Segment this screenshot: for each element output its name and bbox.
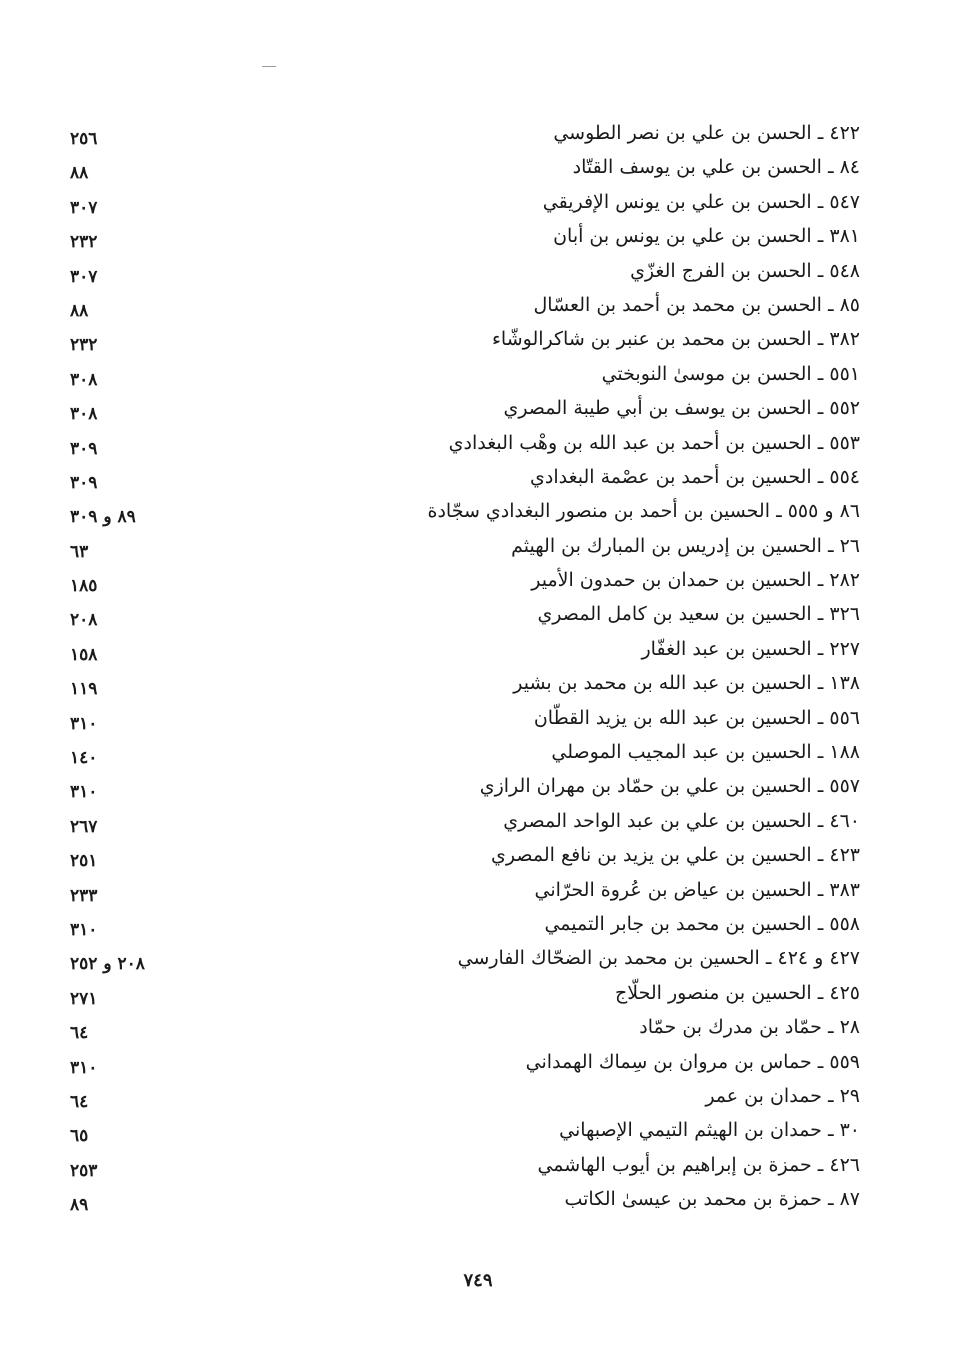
entry-number: ٢٨ — [839, 1016, 860, 1039]
entry-name: الحسين بن أحمد بن عبد الله بن وهْب البغدادي — [448, 431, 812, 454]
index-entry — [70, 118, 860, 152]
entry-name: الحسين بن عبد المجيب الموصلي — [551, 741, 812, 764]
entry-page-number: ١٤٠ — [70, 748, 98, 769]
entry-separator: ـ — [817, 775, 824, 798]
entry-page-ref — [70, 1018, 210, 1048]
entry-page-number: ١٨٥ — [70, 576, 98, 597]
index-entry — [70, 324, 860, 358]
entry-text — [543, 187, 860, 217]
entry-number: ٤٢٢ — [829, 122, 860, 144]
entry-page-ref — [70, 193, 210, 223]
entry-number: ٥٥٢ — [829, 397, 860, 420]
entry-page-ref — [70, 915, 210, 945]
entry-number: ٨٤ — [839, 156, 860, 179]
entry-page-number: ٨٨ — [70, 300, 89, 321]
entry-separator: ـ — [817, 465, 824, 488]
index-entry — [70, 1081, 860, 1115]
entry-text — [480, 771, 860, 801]
entry-page-number: ٣١٠ — [70, 1057, 98, 1078]
index-entry — [70, 909, 860, 943]
entry-page-ref — [70, 640, 210, 670]
entry-name: الحسن بن علي بن يوسف القتّاد — [572, 156, 822, 179]
entry-page-number: ٢٥٣ — [70, 1160, 98, 1181]
entry-page-ref — [70, 984, 210, 1014]
entry-page-number: ٢٣٢ — [70, 335, 98, 356]
entry-page-ref — [70, 502, 210, 532]
entry-text — [537, 599, 860, 629]
entry-page-ref — [70, 434, 210, 464]
index-entry — [70, 875, 860, 909]
entry-page-number: ٣٠٩ — [70, 438, 98, 459]
entry-separator: ـ — [817, 431, 824, 454]
entry-number: ١٨٨ — [829, 741, 860, 764]
entry-page-number: ٣٠٧ — [70, 197, 98, 218]
entry-page-ref — [70, 1087, 210, 1117]
entry-name: الحسين بن أحمد بن منصور البغدادي سجّادة — [427, 500, 771, 523]
entry-page-ref — [70, 949, 210, 979]
entry-text — [553, 118, 860, 148]
index-entry — [70, 1047, 860, 1081]
entry-page-number: ٦٥ — [70, 1126, 89, 1147]
entry-separator: ـ — [817, 397, 824, 420]
entry-text — [534, 703, 860, 733]
entry-text — [551, 737, 860, 767]
entry-separator: ـ — [827, 293, 834, 316]
entry-separator: ـ — [817, 259, 824, 282]
entry-number: ٤٢٣ — [829, 844, 860, 867]
entry-separator: ـ — [817, 844, 824, 867]
entry-name: الحسن بن محمد بن أحمد بن العسّال — [533, 293, 822, 316]
entry-number: ٥٥١ — [829, 362, 860, 385]
entry-page-number: ٣١٠ — [70, 919, 98, 940]
index-entry — [70, 290, 860, 324]
entry-name: الحسين بن إدريس بن المبارك بن الهيثم — [511, 534, 822, 557]
index-entry — [70, 462, 860, 496]
entry-separator: ـ — [817, 741, 824, 764]
entry-text — [564, 1184, 860, 1214]
entry-number: ٢٨٢ — [829, 569, 860, 592]
entry-separator: ـ — [817, 637, 824, 660]
entry-number: ٤٢٦ — [829, 1153, 860, 1176]
entry-text — [492, 324, 860, 354]
entry-text — [530, 462, 860, 492]
entry-page-number: ٢٧١ — [70, 988, 98, 1009]
entry-number: ٥٥٧ — [829, 775, 860, 798]
entry-separator: ـ — [817, 328, 824, 351]
entry-text — [427, 496, 860, 526]
entry-text — [531, 565, 860, 595]
entry-page-ref — [70, 399, 210, 429]
entry-number: ٣٨٢ — [829, 328, 860, 351]
entry-page-ref — [70, 330, 210, 360]
entry-page-ref — [70, 674, 210, 704]
index-entry — [70, 496, 860, 530]
entry-number: ٣٢٦ — [829, 603, 860, 626]
index-entry — [70, 1012, 860, 1046]
index-list — [70, 118, 860, 1219]
entry-name: الحسين بن حمدان بن حمدون الأمير — [531, 569, 812, 592]
entry-name: الحسن بن علي بن نصر الطوسي — [553, 122, 812, 144]
entry-page-number: ٣١٠ — [70, 782, 98, 803]
entry-text — [503, 393, 860, 423]
index-entry — [70, 565, 860, 599]
entry-page-number: ٦٤ — [70, 1091, 89, 1112]
entry-separator: ـ — [827, 534, 834, 557]
index-entry — [70, 703, 860, 737]
entry-name: الحسن بن علي بن يونس الإفريقي — [542, 190, 812, 213]
index-entry — [70, 187, 860, 221]
entry-text — [559, 1115, 860, 1145]
index-entry — [70, 221, 860, 255]
entry-page-ref — [70, 777, 210, 807]
entry-separator: ـ — [817, 672, 824, 695]
entry-name: حمدان بن الهيثم التيمي الإصبهاني — [559, 1119, 822, 1142]
entry-text — [503, 806, 860, 836]
entry-separator: ـ — [817, 569, 824, 592]
entry-page-ref — [70, 124, 210, 154]
entry-page-number: ٨٨ — [70, 163, 89, 184]
entry-text — [458, 943, 860, 973]
entry-page-number: ٨٩ — [70, 1195, 89, 1216]
entry-page-ref — [70, 296, 210, 326]
entry-text — [642, 634, 861, 664]
entry-separator: ـ — [776, 500, 782, 523]
entry-name: حمّاد بن مدرك بن حمّاد — [639, 1016, 822, 1039]
entry-separator: ـ — [827, 1188, 834, 1211]
entry-page-ref — [70, 468, 210, 498]
index-entry — [70, 840, 860, 874]
entry-page-ref — [70, 365, 210, 395]
index-entry — [70, 1184, 860, 1218]
entry-page-number: ٣٠٨ — [70, 404, 98, 425]
entry-separator: ـ — [765, 947, 772, 970]
entry-number: ٢٩ — [839, 1084, 860, 1107]
entry-text — [535, 875, 860, 905]
entry-name: الحسن بن محمد بن عنبر بن شاكرالوشّاء — [492, 328, 812, 351]
entry-page-number: ٢٠٨ و ٢٥٢ — [70, 954, 145, 975]
entry-separator: ـ — [827, 156, 834, 179]
index-entry — [70, 393, 860, 427]
entry-text — [602, 359, 860, 389]
entry-page-ref — [70, 709, 210, 739]
entry-text — [705, 1081, 860, 1111]
entry-number: ٣٨١ — [829, 225, 860, 248]
entry-page-ref — [70, 846, 210, 876]
entry-separator: ـ — [817, 809, 824, 832]
entry-number: ٨٧ — [839, 1188, 860, 1211]
entry-number: ٤٦٠ — [829, 809, 860, 832]
entry-page-number: ٦٤ — [70, 1023, 89, 1044]
entry-page-ref — [70, 227, 210, 257]
entry-separator: ـ — [817, 190, 824, 213]
entry-name: الحسين بن علي بن عبد الواحد المصري — [503, 809, 812, 832]
entry-text — [544, 909, 860, 939]
entry-separator: ـ — [817, 225, 824, 248]
entry-name: الحسين بن أحمد بن عصْمة البغدادي — [530, 465, 812, 488]
index-entry — [70, 152, 860, 186]
index-entry — [70, 1150, 860, 1184]
entry-number: ٥٥٨ — [829, 912, 860, 935]
entry-page-number: ٢٦٧ — [70, 816, 98, 837]
entry-text — [615, 978, 860, 1008]
entry-page-number: ٣٠٧ — [70, 266, 98, 287]
index-entry — [70, 359, 860, 393]
entry-page-ref — [70, 571, 210, 601]
entry-text — [573, 152, 860, 182]
entry-separator: ـ — [827, 1119, 834, 1142]
entry-page-number: ٨٩ و ٣٠٩ — [70, 507, 136, 528]
entry-page-number: ٢٥١ — [70, 851, 98, 872]
entry-page-ref — [70, 1053, 210, 1083]
entry-text — [491, 840, 860, 870]
entry-number: ٥٥٣ — [829, 431, 860, 454]
entry-number: ٨٦ و ٥٥٥ — [787, 500, 860, 523]
entry-page-number: ١٥٨ — [70, 644, 98, 665]
entry-page-ref — [70, 158, 210, 188]
entry-text — [630, 256, 860, 286]
index-entry — [70, 806, 860, 840]
entry-number: ٨٥ — [839, 293, 860, 316]
entry-name: الحسين بن سعيد بن كامل المصري — [537, 603, 812, 626]
entry-text — [639, 1012, 860, 1042]
entry-text — [511, 531, 860, 561]
entry-separator: ـ — [817, 1153, 824, 1176]
entry-separator: ـ — [817, 603, 824, 626]
entry-name: الحسين بن علي بن حمّاد بن مهران الرازي — [479, 775, 812, 798]
entry-name: الحسين بن عبد الله بن محمد بن بشير — [513, 672, 812, 695]
entry-number: ٢٢٧ — [829, 637, 860, 660]
entry-separator: ـ — [817, 706, 824, 729]
entry-number: ٢٦ — [839, 534, 860, 557]
entry-number: ٥٥٩ — [829, 1050, 860, 1073]
entry-page-number: ٢٥٦ — [70, 129, 98, 149]
entry-page-number: ٣١٠ — [70, 713, 98, 734]
index-entry — [70, 634, 860, 668]
entry-page-number: ٦٣ — [70, 541, 89, 562]
index-entry — [70, 428, 860, 462]
entry-name: حمزة بن إبراهيم بن أيوب الهاشمي — [537, 1153, 812, 1176]
entry-text — [526, 1047, 860, 1077]
entry-page-ref — [70, 1156, 210, 1186]
entry-name: الحسين بن علي بن يزيد بن نافع المصري — [491, 844, 812, 867]
entry-separator: ـ — [817, 878, 824, 901]
entry-text — [537, 1150, 860, 1180]
entry-page-ref — [70, 1121, 210, 1151]
entry-name: الحسين بن منصور الحلّاج — [615, 981, 812, 1004]
index-entry — [70, 771, 860, 805]
entry-number: ٣٨٣ — [829, 878, 860, 901]
scan-mark — [262, 66, 276, 67]
entry-name: الحسن بن يوسف بن أبي طيبة المصري — [503, 397, 812, 420]
entry-name: الحسين بن محمد بن الضحّاك الفارسي — [457, 947, 760, 970]
index-entry — [70, 668, 860, 702]
entry-number: ٥٥٤ — [829, 465, 860, 488]
entry-text — [513, 668, 860, 698]
index-entry — [70, 531, 860, 565]
index-entry — [70, 737, 860, 771]
entry-number: ٥٥٦ — [829, 706, 860, 729]
entry-page-ref — [70, 537, 210, 567]
entry-name: الحسين بن عبد الغفّار — [641, 637, 812, 660]
entry-name: حمدان بن عمر — [705, 1084, 822, 1107]
entry-separator: ـ — [817, 362, 824, 385]
entry-page-number: ٢٣٣ — [70, 885, 98, 906]
entry-name: الحسين بن عبد الله بن يزيد القطّان — [533, 706, 812, 729]
entry-text — [553, 221, 860, 251]
entry-name: الحسين بن عياض بن عُروة الحرّاني — [534, 878, 812, 901]
entry-page-number: ١١٩ — [70, 679, 98, 700]
index-entry — [70, 943, 860, 977]
entry-page-number: ٢٠٨ — [70, 610, 98, 631]
entry-name: حمزة بن محمد بن عيسىٰ الكاتب — [564, 1188, 822, 1211]
index-entry — [70, 1115, 860, 1149]
entry-number: ٤٢٧ و ٤٢٤ — [777, 947, 860, 970]
entry-name: الحسن بن علي بن يونس بن أبان — [553, 225, 812, 248]
entry-text — [449, 428, 860, 458]
entry-separator: ـ — [817, 981, 824, 1004]
entry-number: ٤٢٥ — [829, 981, 860, 1004]
entry-number: ٥٤٧ — [829, 190, 860, 213]
index-entry — [70, 978, 860, 1012]
entry-page-number: ٣٠٩ — [70, 472, 98, 493]
entry-separator: ـ — [827, 1084, 834, 1107]
entry-name: الحسن بن الفرج الغزّي — [630, 259, 812, 282]
entry-number: ٣٠ — [839, 1119, 860, 1142]
entry-page-ref — [70, 743, 210, 773]
entry-separator: ـ — [817, 122, 824, 144]
entry-name: الحسين بن محمد بن جابر التميمي — [544, 912, 812, 935]
entry-separator: ـ — [827, 1016, 834, 1039]
entry-page-ref — [70, 812, 210, 842]
entry-separator: ـ — [817, 912, 824, 935]
entry-page-number: ٢٣٢ — [70, 232, 98, 253]
entry-page-ref — [70, 881, 210, 911]
entry-name: حماس بن مروان بن سِماك الهمداني — [525, 1050, 812, 1073]
entry-page-number: ٣٠٨ — [70, 369, 98, 390]
entry-separator: ـ — [817, 1050, 824, 1073]
entry-name: الحسن بن موسىٰ النوبختي — [601, 362, 812, 385]
entry-page-ref — [70, 1190, 210, 1220]
entry-number: ١٣٨ — [829, 672, 860, 695]
index-entry — [70, 599, 860, 633]
page-number: ٧٤٩ — [463, 1270, 493, 1291]
index-entry — [70, 256, 860, 290]
entry-page-ref — [70, 605, 210, 635]
entry-page-ref — [70, 262, 210, 292]
entry-number: ٥٤٨ — [829, 259, 860, 282]
entry-text — [534, 290, 861, 320]
